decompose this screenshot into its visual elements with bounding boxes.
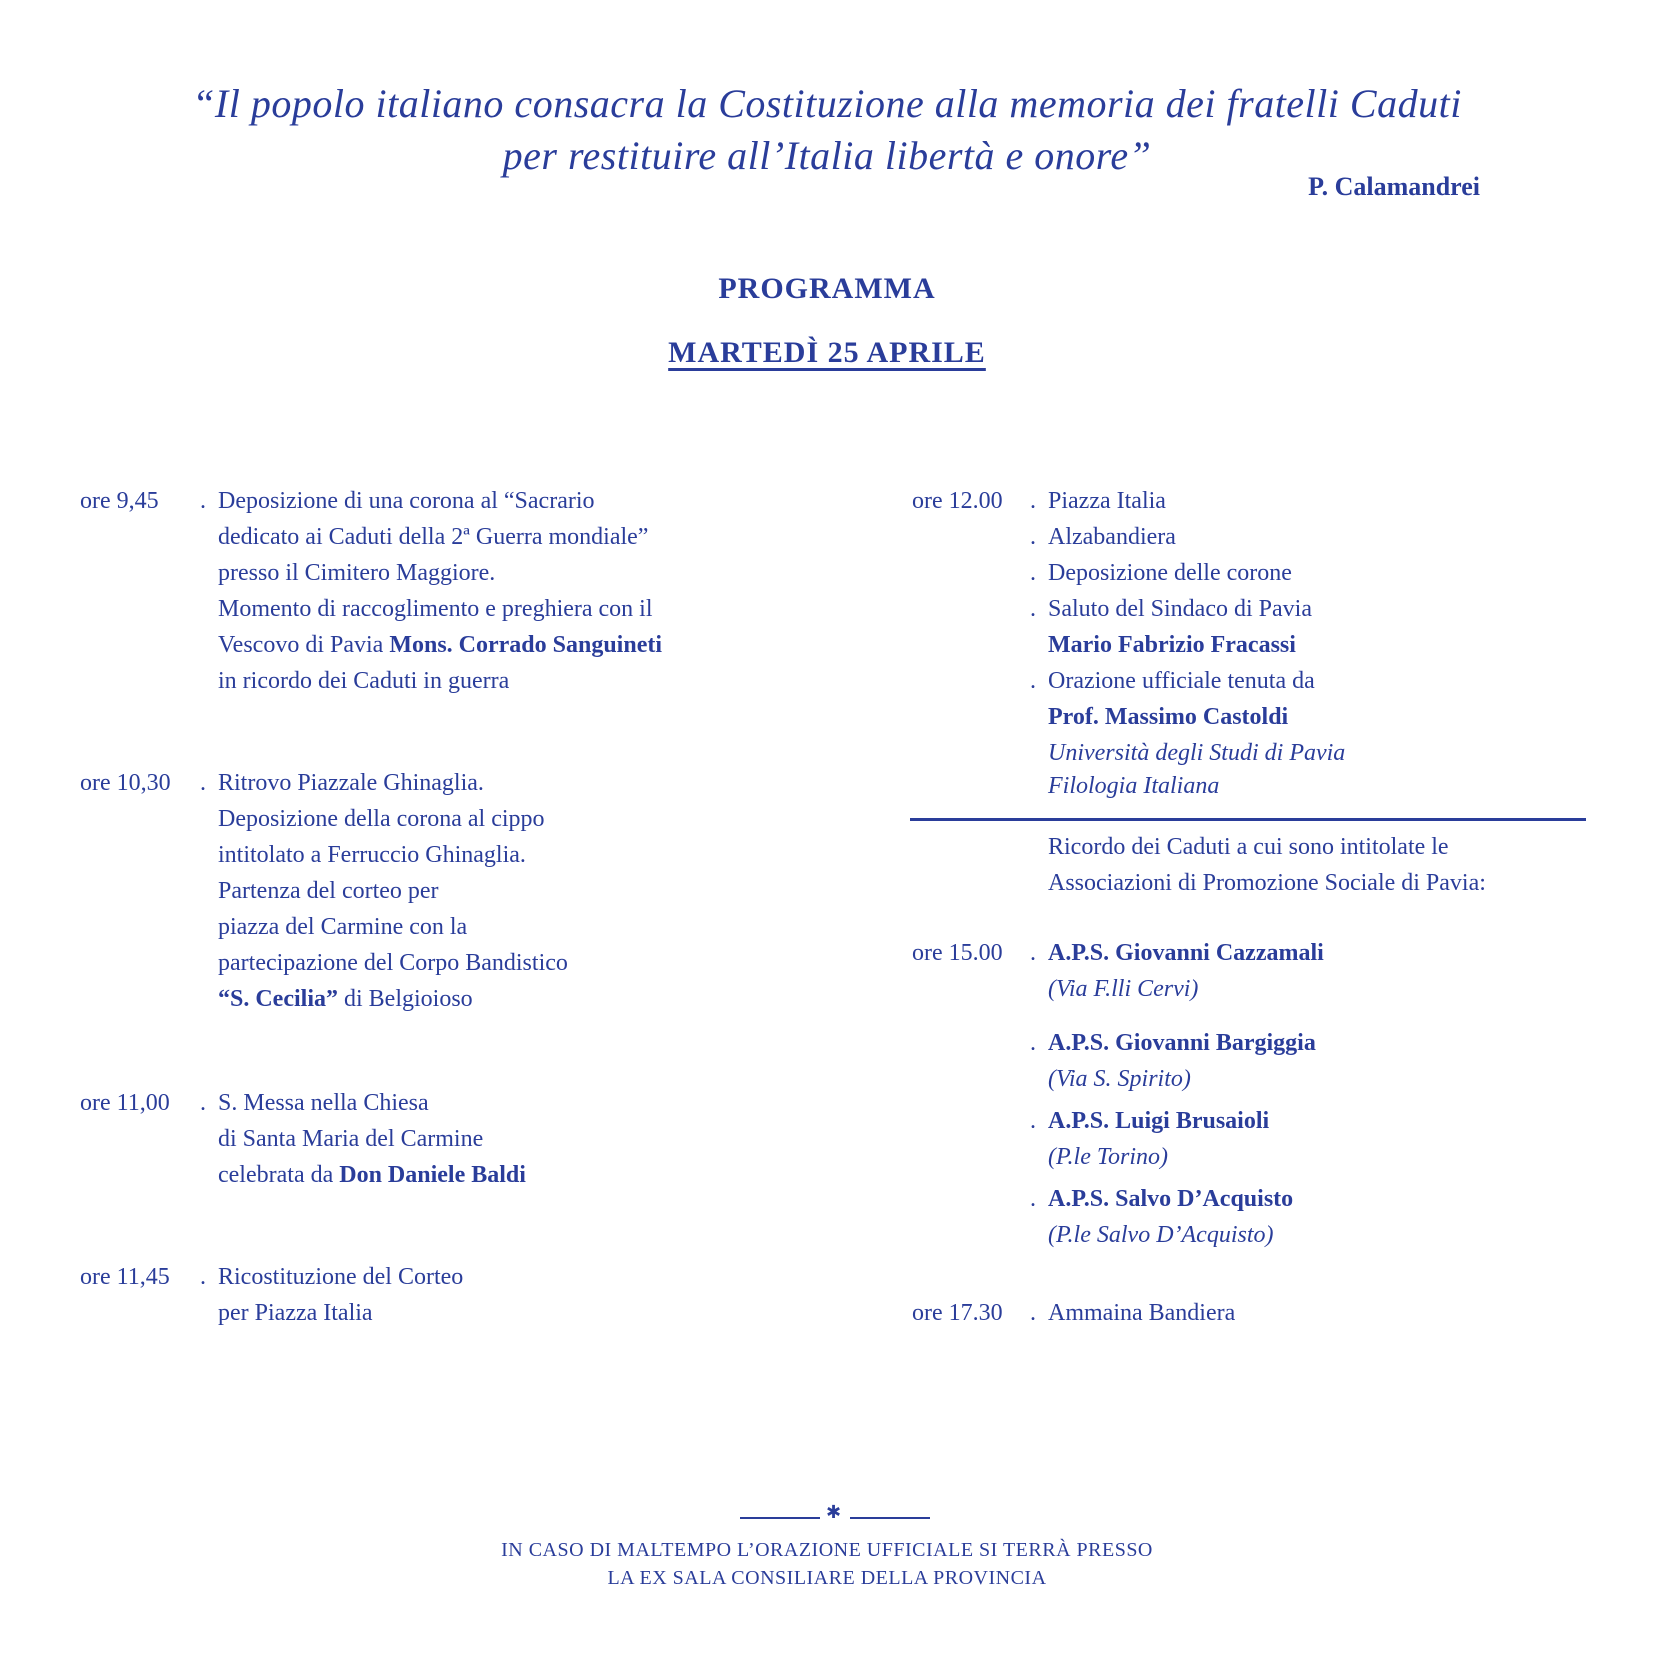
aps-item-text: [1048, 935, 1324, 1007]
program-date: [0, 336, 1654, 370]
program-date-text: MARTEDÌ 25 APRILE: [668, 336, 986, 369]
text-run: intitolato a Ferruccio Ghinaglia.: [218, 842, 526, 868]
bold-text: Prof. Massimo Castoldi: [1048, 704, 1289, 730]
bold-text: “S. Cecilia”: [218, 986, 338, 1012]
text-line: [218, 627, 662, 663]
noon-item-text: [1048, 663, 1315, 699]
entry-time: ore 11,00: [80, 1090, 170, 1116]
text-line: [218, 981, 568, 1017]
entry-bullet: .: [1030, 1186, 1036, 1212]
text-run: celebrata da: [218, 1162, 340, 1188]
entry-bullet: .: [1030, 560, 1036, 586]
entry-time: ore 17.30: [912, 1300, 1003, 1326]
aps-street: (Via F.lli Cervi): [1048, 976, 1199, 1002]
aps-name: A.P.S. Luigi Brusaioli: [1048, 1108, 1270, 1134]
text-line: [218, 1157, 526, 1193]
text-run: Vescovo di Pavia: [218, 632, 390, 658]
footer-line-2: LA EX SALA CONSILIARE DELLA PROVINCIA: [607, 1567, 1047, 1589]
memorial-line: Associazioni di Promozione Sociale di Pavia:: [1048, 870, 1486, 896]
entry-text: Ammaina Bandiera: [1048, 1300, 1236, 1326]
text-run: partecipazione del Corpo Bandistico: [218, 950, 568, 976]
aps-item-text: [1048, 1103, 1269, 1175]
entry-time: ore 12.00: [912, 488, 1003, 514]
entry-bullet: .: [1030, 596, 1036, 622]
aps-name: A.P.S. Giovanni Cazzamali: [1048, 940, 1324, 966]
footer-note: [0, 1536, 1654, 1592]
quote-line-2: per restituire all’Italia libertà e onore”: [502, 133, 1152, 178]
entry-bullet: .: [1030, 940, 1036, 966]
noon-item-text: [1048, 699, 1288, 735]
text-run: Ricostituzione del Corteo: [218, 1264, 464, 1290]
text-line: [218, 519, 662, 555]
text-line: [218, 909, 568, 945]
aps-name: A.P.S. Salvo D’Acquisto: [1048, 1186, 1294, 1212]
bold-text: Mons. Corrado Sanguineti: [389, 632, 663, 658]
entry-text: [218, 765, 568, 1017]
text-run: piazza del Carmine con la: [218, 914, 468, 940]
text-line: [218, 555, 662, 591]
text-line: [218, 1295, 463, 1331]
noon-item-text: [1048, 627, 1296, 663]
quote-line-1: “Il popolo italiano consacra la Costituzione alla memoria dei fratelli Caduti: [192, 81, 1462, 126]
text-run: Orazione ufficiale tenuta da: [1048, 668, 1315, 694]
footer-ornament: [740, 1502, 930, 1528]
aps-street: (P.le Salvo D’Acquisto): [1048, 1222, 1274, 1248]
text-run: dedicato ai Caduti della 2ª Guerra mondiale”: [218, 524, 649, 550]
entry-time: ore 11,45: [80, 1264, 170, 1290]
aps-street: (P.le Torino): [1048, 1144, 1169, 1170]
entry-bullet: .: [1030, 1108, 1036, 1134]
text-run: Piazza Italia: [1048, 488, 1166, 514]
aps-item-text: [1048, 1025, 1316, 1097]
text-line: [218, 483, 662, 519]
text-line: [218, 837, 568, 873]
entry-text: [218, 483, 662, 699]
text-run: Momento di raccoglimento e preghiera con il: [218, 596, 653, 622]
noon-item-text: [1048, 768, 1219, 804]
entry-bullet: .: [200, 1264, 206, 1290]
text-line: [218, 1085, 526, 1121]
text-run: di Santa Maria del Carmine: [218, 1126, 484, 1152]
section-divider: [910, 818, 1586, 821]
text-line: [218, 663, 662, 699]
italic-text: Università degli Studi di Pavia: [1048, 740, 1346, 766]
italic-text: Filologia Italiana: [1048, 773, 1220, 799]
entry-bullet: .: [200, 488, 206, 514]
star-icon: ✱: [826, 1502, 842, 1522]
entry-bullet: .: [1030, 524, 1036, 550]
entry-time: ore 15.00: [912, 940, 1003, 966]
noon-item-text: [1048, 591, 1312, 627]
footer-line-1: IN CASO DI MALTEMPO L’ORAZIONE UFFICIALE SI TERRÀ PRESSO: [501, 1539, 1153, 1561]
entry-text: [218, 1259, 463, 1331]
text-line: [218, 801, 568, 837]
program-title: PROGRAMMA: [718, 272, 936, 305]
text-run: presso il Cimitero Maggiore.: [218, 560, 496, 586]
quote-author: P. Calamandrei: [1308, 172, 1480, 201]
entry-time: ore 10,30: [80, 770, 171, 796]
text-run: per Piazza Italia: [218, 1300, 373, 1326]
text-line: [218, 765, 568, 801]
text-run: Ritrovo Piazzale Ghinaglia.: [218, 770, 484, 796]
text-run: Deposizione di una corona al “Sacrario: [218, 488, 595, 514]
text-line: [218, 591, 662, 627]
entry-time: ore 9,45: [80, 488, 159, 514]
text-line: [218, 945, 568, 981]
text-run: Deposizione delle corone: [1048, 560, 1292, 586]
ornament-line-left: [740, 1517, 820, 1519]
entry-bullet: .: [1030, 1030, 1036, 1056]
entry-bullet: .: [1030, 488, 1036, 514]
quote: [0, 78, 1654, 182]
entry-bullet: .: [200, 770, 206, 796]
memorial-text: [1048, 829, 1486, 901]
text-line: [218, 1259, 463, 1295]
ornament-line-right: [850, 1517, 930, 1519]
noon-item-text: [1048, 483, 1166, 519]
text-run: Saluto del Sindaco di Pavia: [1048, 596, 1312, 622]
entry-bullet: .: [1030, 1300, 1036, 1326]
text-run: S. Messa nella Chiesa: [218, 1090, 429, 1116]
text-line: [218, 1121, 526, 1157]
bold-text: Don Daniele Baldi: [339, 1162, 526, 1188]
text-run: Deposizione della corona al cippo: [218, 806, 545, 832]
memorial-line: Ricordo dei Caduti a cui sono intitolate le: [1048, 834, 1449, 860]
aps-street: (Via S. Spirito): [1048, 1066, 1191, 1092]
aps-name: A.P.S. Giovanni Bargiggia: [1048, 1030, 1316, 1056]
noon-item-text: [1048, 519, 1176, 555]
entry-bullet: .: [200, 1090, 206, 1116]
text-run: di Belgioioso: [338, 986, 473, 1012]
bold-text: Mario Fabrizio Fracassi: [1048, 632, 1296, 658]
entry-bullet: .: [1030, 668, 1036, 694]
text-line: [218, 873, 568, 909]
text-run: Alzabandiera: [1048, 524, 1176, 550]
entry-text: [218, 1085, 526, 1193]
aps-item-text: [1048, 1181, 1293, 1253]
text-run: Partenza del corteo per: [218, 878, 439, 904]
text-run: in ricordo dei Caduti in guerra: [218, 668, 510, 694]
noon-item-text: [1048, 555, 1292, 591]
noon-item-text: [1048, 735, 1345, 771]
